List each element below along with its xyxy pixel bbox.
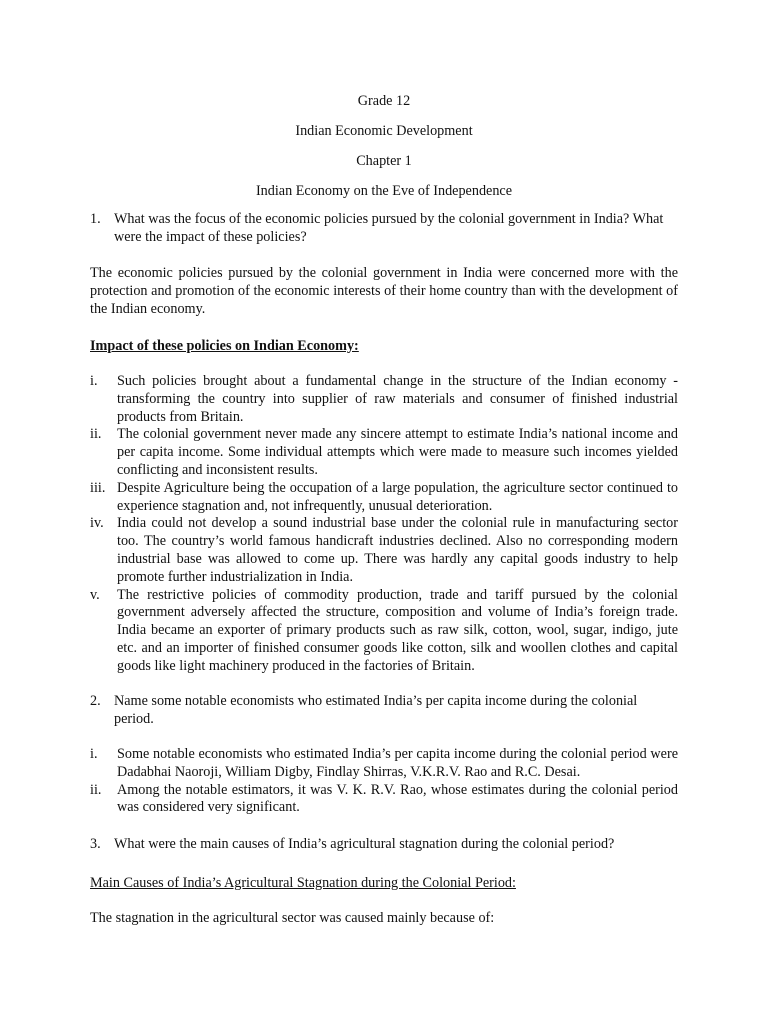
list-item: i. Some notable economists who estimated India’s per capita income during the colonial period were Dadabhai Naoroji, William Digby, Findlay Shirras, V.K.R.V. Rao and R.C. Desai. — [90, 746, 678, 780]
question-1-text: What was the focus of the economic policies pursued by the colonial government in India? What were the impact of these policies? — [114, 211, 664, 245]
economists-list — [90, 746, 678, 817]
list-item: iii. Despite Agriculture being the occupation of a large population, the agriculture sector continued to experience stagnation and, not infrequently, unusual deterioration. — [90, 479, 678, 514]
list-item: ii. Among the notable estimators, it was V. K. R.V. Rao, whose estimates during the colonial period was considered very significant. — [90, 781, 678, 816]
question-1 — [90, 211, 680, 247]
question-3-text: What were the main causes of India’s agricultural stagnation during the colonial period? — [114, 836, 615, 852]
question-1-number: 1. — [90, 211, 101, 227]
causes-heading: Main Causes of India’s Agricultural Stagnation during the Colonial Period: — [90, 875, 516, 891]
question-2-text: Name some notable economists who estimated India’s per capita income during the colonial period. — [114, 693, 638, 727]
list-item: ii. The colonial government never made any sincere attempt to estimate India’s national income and per capita income. Some individual attempts which were made to measure such incomes yielded conflicting and inconsistent results. — [90, 426, 678, 478]
grade-title: Grade 12 — [357, 93, 411, 109]
list-item: v. The restrictive policies of commodity production, trade and tariff pursued by the colonial government adversely affected the structure, composition and volume of India’s foreign trade. India became an exporter of primary products such as raw silk, cotton, wool, sugar, indigo, jute etc. and an importer of finished consumer goods like cotton, silk and woollen clothes and capital goods like light machinery produced in the factories of Britain. — [90, 586, 678, 674]
question-3 — [90, 836, 680, 854]
impact-heading: Impact of these policies on Indian Economy: — [90, 338, 359, 354]
list-item: i. Such policies brought about a fundamental change in the structure of the Indian economy - transforming the country into supplier of raw materials and consumer of finished industrial products from Britain. — [90, 373, 678, 425]
chapter-title: Chapter 1 — [356, 153, 412, 169]
question-2 — [90, 693, 680, 729]
subject-title: Indian Economic Development — [295, 123, 473, 139]
causes-intro: The stagnation in the agricultural sector was caused mainly because of: — [90, 910, 495, 926]
question-3-number: 3. — [90, 836, 101, 852]
list-item: iv. India could not develop a sound industrial base under the colonial rule in manufacturing sector too. The country’s world famous handicraft industries declined. Also no corresponding modern industrial base was allowed to come up. There was hardly any capital goods industry to help promote further industrialization in India. — [90, 515, 678, 585]
impact-list — [90, 373, 678, 676]
answer-1-paragraph: The economic policies pursued by the colonial government in India were concerned more with the protection and promotion of the economic interests of their home country than with the development of the Indian economy. — [90, 265, 678, 317]
question-2-number: 2. — [90, 693, 101, 709]
chapter-name: Indian Economy on the Eve of Independence — [255, 183, 513, 199]
